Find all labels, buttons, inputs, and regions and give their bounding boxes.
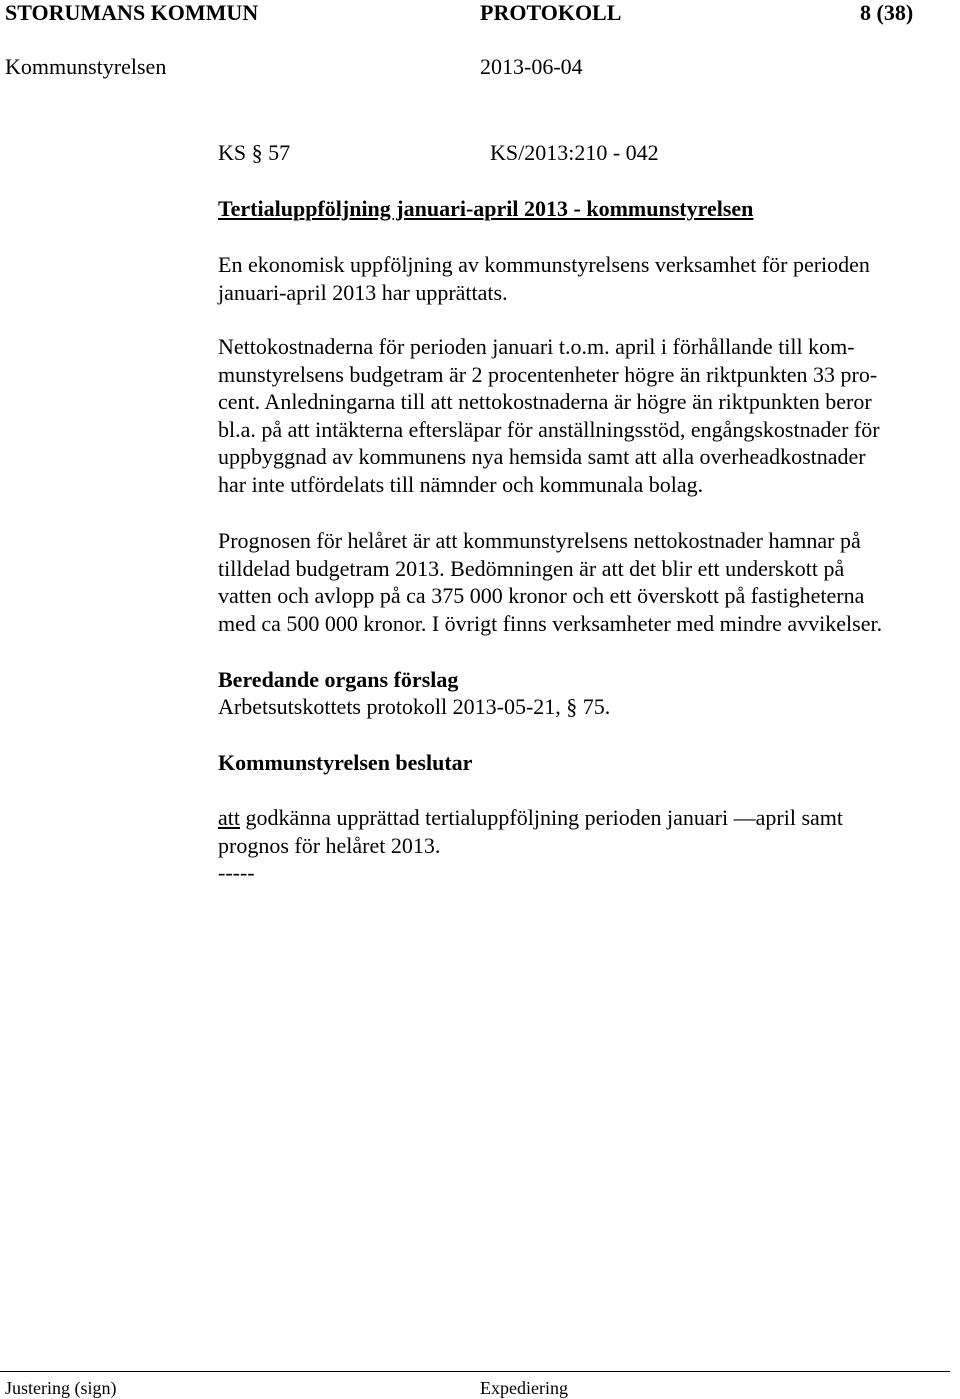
text-line: med ca 500 000 kronor. I övrigt finns verksamheter med mindre avvikelser.: [218, 610, 883, 636]
text-line: uppbyggnad av kommunens nya hemsida samt att alla overheadkostnader: [218, 444, 866, 469]
page-number: 8 (38): [860, 0, 914, 25]
text-line: tilldelad budgetram 2013. Bedömningen är att det blir ett underskott på: [218, 555, 845, 581]
text-line: har inte utfördelats till nämnder och kommunala bolag.: [218, 471, 704, 497]
text-line: munstyrelsens budgetram är 2 procentenheter högre än riktpunkten 33 pro-: [218, 361, 878, 387]
paragraph-net-costs: [218, 333, 948, 498]
text-line: januari-april 2013 har upprättats.: [218, 279, 508, 305]
end-mark: -----: [218, 860, 255, 885]
paragraph-intro: [218, 251, 948, 306]
text-line: vatten och avlopp på ca 375 000 kronor och ett överskott på fastigheterna: [218, 583, 865, 608]
footer-divider: [0, 1371, 950, 1372]
decision-line-2: prognos för helåret 2013.: [218, 833, 441, 858]
case-reference: KS/2013:210 - 042: [490, 140, 659, 165]
footer-justering: Justering (sign): [5, 1378, 117, 1398]
text-line: bl.a. på att intäkterna eftersläpar för anställningsstöd, engångskostnader för: [218, 416, 880, 442]
meeting-date: 2013-06-04: [480, 54, 583, 79]
proposal-text: Arbetsutskottets protokoll 2013-05-21, § 75.: [218, 694, 611, 719]
document-type: PROTOKOLL: [480, 0, 622, 25]
att-keyword: att: [218, 805, 240, 830]
committee-name: Kommunstyrelsen: [5, 54, 167, 79]
decision-heading: Kommunstyrelsen beslutar: [218, 750, 473, 775]
case-title: Tertialuppföljning januari-april 2013 - kommunstyrelsen: [218, 196, 754, 221]
decision-line-text: godkänna upprättad tertialuppföljning perioden januari —april samt: [240, 805, 843, 830]
municipality-name: STORUMANS KOMMUN: [5, 0, 259, 25]
text-line: Nettokostnaderna för perioden januari t.o.m. april i förhållande till kom-: [218, 334, 855, 359]
text-line: En ekonomisk uppföljning av kommunstyrelsens verksamhet för perioden: [218, 252, 870, 277]
decision-line: [218, 804, 843, 831]
text-line: cent. Anledningarna till att nettokostnaderna är högre än riktpunkten beror: [218, 389, 872, 414]
case-number: KS § 57: [218, 140, 291, 165]
text-line: Prognosen för helåret är att kommunstyrelsens nettokostnader hamnar på: [218, 528, 861, 553]
paragraph-forecast: [218, 527, 948, 637]
footer-expediering: Expediering: [480, 1378, 568, 1398]
proposal-heading: Beredande organs förslag: [218, 667, 459, 692]
